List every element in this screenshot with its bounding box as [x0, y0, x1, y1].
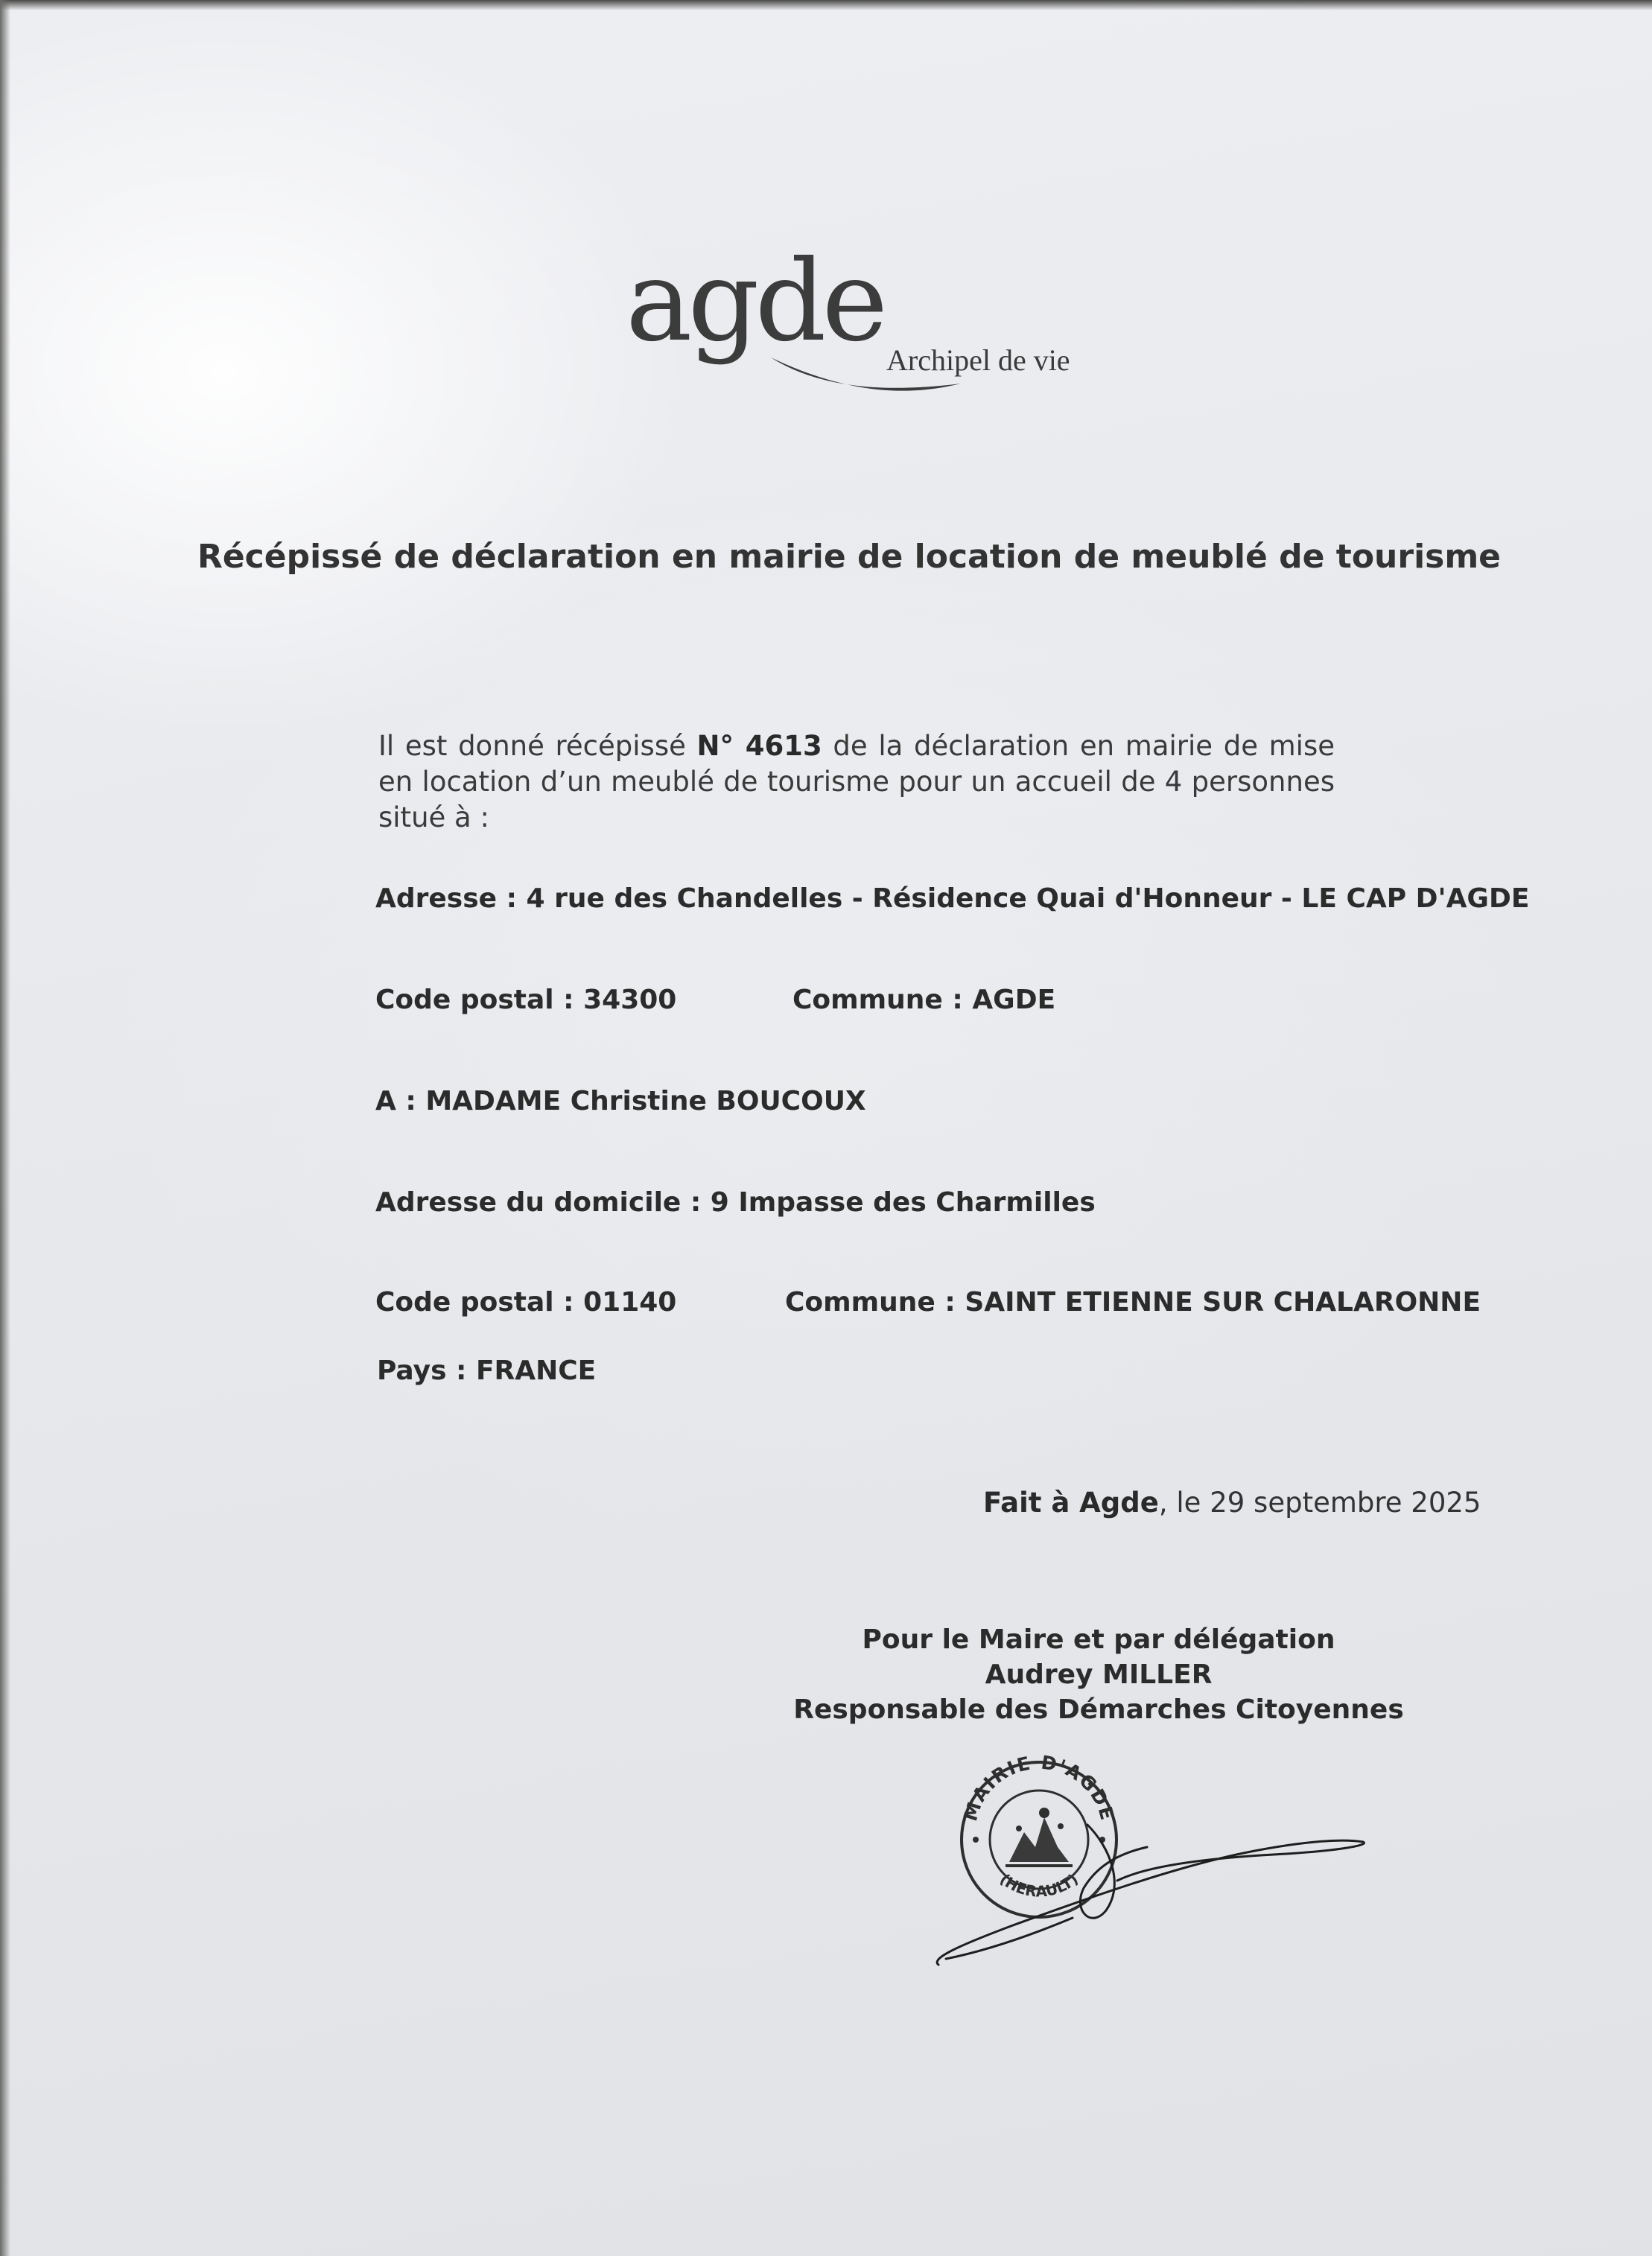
logo-tagline: Archipel de vie: [886, 343, 1070, 377]
signatory-delegation: Pour le Maire et par délégation: [862, 1624, 1335, 1655]
property-commune: Commune : AGDE: [792, 985, 1056, 1015]
seal-top-text: MAIRIE D'AGDE: [959, 1751, 1119, 1824]
document-title: Récépissé de déclaration en mairie de location de meublé de tourisme: [197, 538, 1502, 576]
signatory-role: Responsable des Démarches Citoyennes: [793, 1694, 1404, 1725]
property-address: Adresse : 4 rue des Chandelles - Résidence Quai d'Honneur - LE CAP D'AGDE: [375, 883, 1530, 914]
owner-country: Pays : FRANCE: [377, 1356, 597, 1386]
receipt-number: N° 4613: [696, 730, 822, 762]
intro-text-start: Il est donné récépissé: [378, 730, 697, 762]
stamp-and-signature: [924, 1735, 1385, 1981]
owner-commune: Commune : SAINT ETIENNE SUR CHALARONNE: [785, 1287, 1481, 1318]
owner-postal-code: Code postal : 01140: [375, 1287, 677, 1318]
handwritten-signature-icon: [937, 1825, 1364, 1965]
signatory-name: Audrey MILLER: [985, 1659, 1213, 1690]
svg-text:(HERAULT): [997, 1870, 1081, 1901]
svg-text:MAIRIE D'AGDE: [959, 1752, 1119, 1824]
place-and-date: [983, 1487, 1481, 1519]
intro-paragraph: [378, 728, 1335, 836]
property-postal-code: Code postal : 34300: [375, 985, 677, 1015]
date-text: , le 29 septembre 2025: [1158, 1487, 1481, 1519]
intro-text-end: de la déclaration en mairie de mise en location d’un meublé de tourisme pour un accueil de 4 personnes situé à :: [378, 730, 1335, 833]
owner-name: A : MADAME Christine BOUCOUX: [375, 1086, 866, 1116]
logo-wordmark: agde: [626, 237, 884, 366]
seal-bottom-text: (HERAULT): [996, 1869, 1082, 1901]
agde-logo: [618, 237, 1110, 417]
signatory-block: [745, 1622, 1452, 1727]
owner-home-address: Adresse du domicile : 9 Impasse des Charmilles: [375, 1187, 1096, 1218]
place-text: Fait à Agde: [983, 1487, 1159, 1519]
